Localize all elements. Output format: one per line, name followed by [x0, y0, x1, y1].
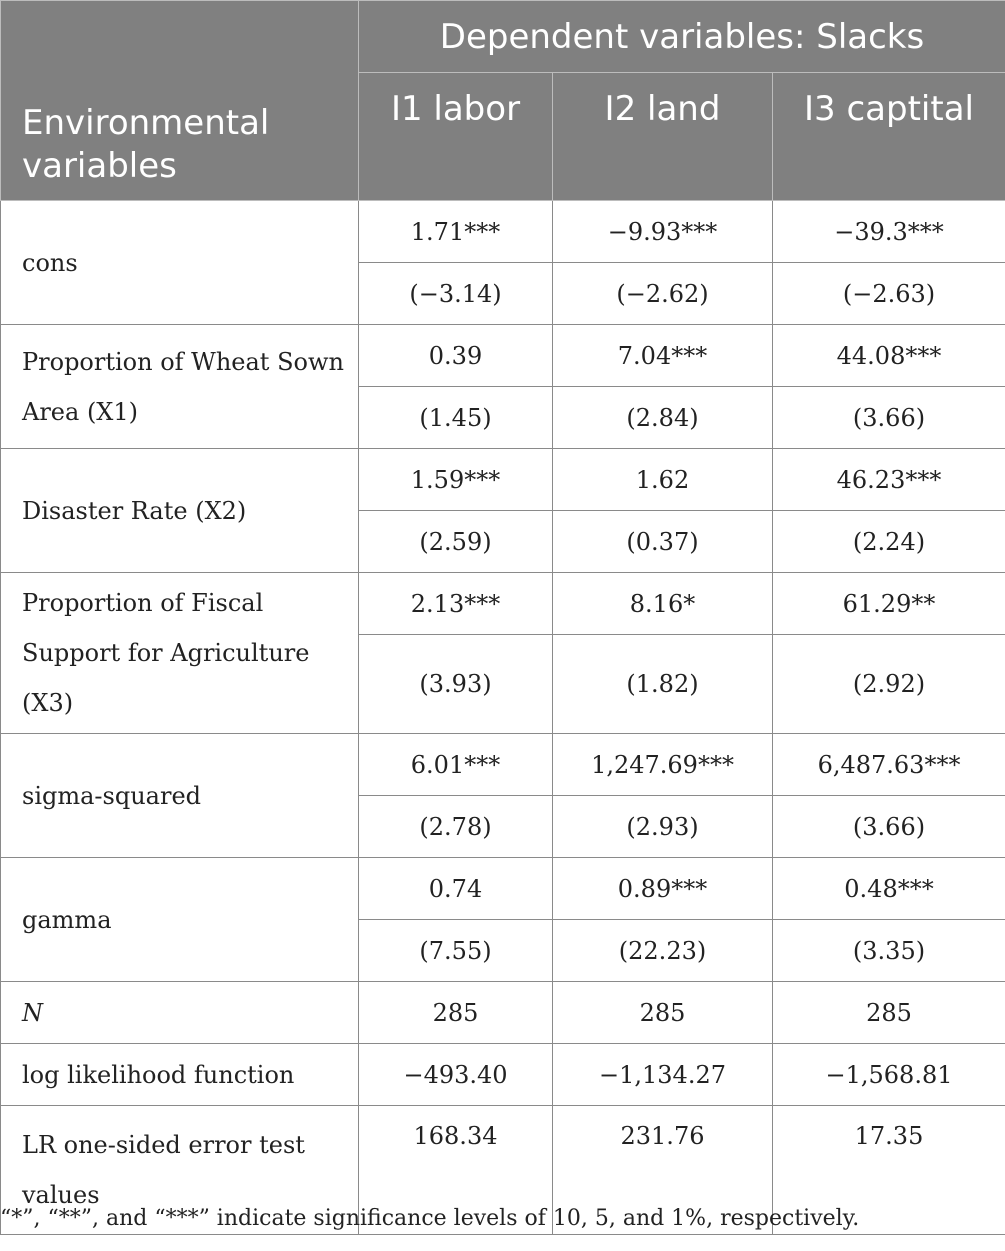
coef-cell: 1.62 — [553, 449, 773, 511]
coef-cell: 6.01*** — [359, 734, 553, 796]
coef-cell: 0.74 — [359, 858, 553, 920]
row-label: LR one-sided error test values — [1, 1106, 359, 1235]
tstat-cell: (3.66) — [773, 387, 1005, 449]
stat-cell: −1,134.27 — [553, 1044, 773, 1106]
tstat-cell: (2.92) — [773, 635, 1005, 734]
table-row — [1, 734, 1005, 796]
tstat-cell: (3.35) — [773, 920, 1005, 982]
row-label: Proportion of Fiscal Support for Agriculture (X3) — [1, 573, 359, 734]
stat-cell: 285 — [553, 982, 773, 1044]
coef-cell: −9.93*** — [553, 201, 773, 263]
table-row — [1, 982, 1005, 1044]
row-label: sigma-squared — [1, 734, 359, 858]
row-label: N — [1, 982, 359, 1044]
tstat-cell: (2.84) — [553, 387, 773, 449]
tstat-cell: (−2.63) — [773, 263, 1005, 325]
tstat-cell: (2.59) — [359, 511, 553, 573]
env-variables-header: Environmental variables — [1, 1, 359, 201]
tstat-cell: (−3.14) — [359, 263, 553, 325]
coef-cell: 7.04*** — [553, 325, 773, 387]
dependent-variables-header: Dependent variables: Slacks — [359, 1, 1005, 73]
coef-cell: 46.23*** — [773, 449, 1005, 511]
col-header-labor: I1 labor — [359, 73, 553, 201]
row-label: cons — [1, 201, 359, 325]
row-label: gamma — [1, 858, 359, 982]
tstat-cell: (0.37) — [553, 511, 773, 573]
tstat-cell: (2.78) — [359, 796, 553, 858]
stat-cell: 17.35 — [773, 1106, 1005, 1235]
stat-cell: 285 — [773, 982, 1005, 1044]
coef-cell: 0.48*** — [773, 858, 1005, 920]
col-header-land: I2 land — [553, 73, 773, 201]
tstat-cell: (2.24) — [773, 511, 1005, 573]
coef-cell: 1.71*** — [359, 201, 553, 263]
stat-cell: 231.76 — [553, 1106, 773, 1235]
stat-cell: −493.40 — [359, 1044, 553, 1106]
tstat-cell: (3.66) — [773, 796, 1005, 858]
coef-cell: 8.16* — [553, 573, 773, 635]
tstat-cell: (22.23) — [553, 920, 773, 982]
table-row — [1, 1044, 1005, 1106]
col-header-capital: I3 captital — [773, 73, 1005, 201]
table-row — [1, 201, 1005, 263]
coef-cell: 0.89*** — [553, 858, 773, 920]
coef-cell: 0.39 — [359, 325, 553, 387]
coef-cell: −39.3*** — [773, 201, 1005, 263]
table-row — [1, 858, 1005, 920]
tstat-cell: (7.55) — [359, 920, 553, 982]
coef-cell: 61.29** — [773, 573, 1005, 635]
tstat-cell: (1.82) — [553, 635, 773, 734]
stat-cell: 285 — [359, 982, 553, 1044]
tstat-cell: (2.93) — [553, 796, 773, 858]
table-row — [1, 573, 1005, 635]
coef-cell: 6,487.63*** — [773, 734, 1005, 796]
table-footnote: “*”, “**”, and “***” indicate significance levels of 10, 5, and 1%, respectively. — [0, 1206, 860, 1231]
row-label: Disaster Rate (X2) — [1, 449, 359, 573]
coef-cell: 1.59*** — [359, 449, 553, 511]
table-row — [1, 325, 1005, 387]
stat-cell: −1,568.81 — [773, 1044, 1005, 1106]
row-label: log likelihood function — [1, 1044, 359, 1106]
table-row — [1, 449, 1005, 511]
tstat-cell: (−2.62) — [553, 263, 773, 325]
coef-cell: 2.13*** — [359, 573, 553, 635]
coef-cell: 44.08*** — [773, 325, 1005, 387]
row-label: Proportion of Wheat Sown Area (X1) — [1, 325, 359, 449]
coef-cell: 1,247.69*** — [553, 734, 773, 796]
tstat-cell: (1.45) — [359, 387, 553, 449]
stat-cell: 168.34 — [359, 1106, 553, 1235]
tstat-cell: (3.93) — [359, 635, 553, 734]
